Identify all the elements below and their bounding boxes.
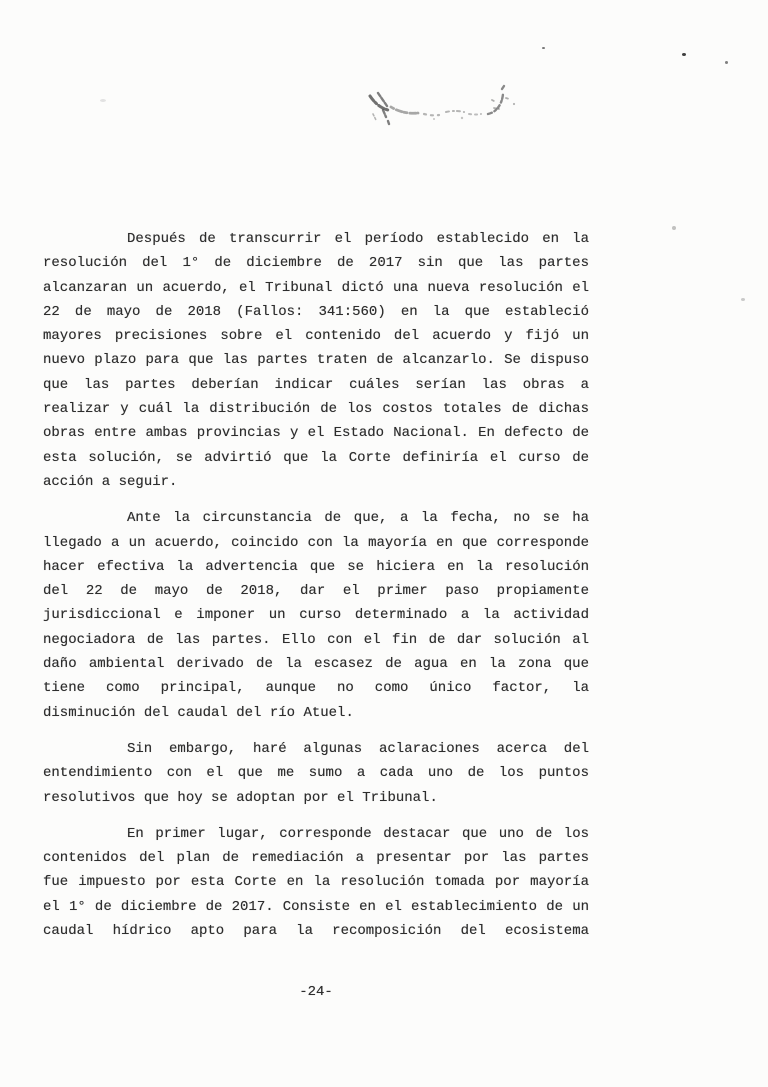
text-line: realizar y cuál la distribución de los costos totales de dichas (43, 401, 589, 418)
text-line: resolutivos que hoy se adoptan por el Tribunal. (43, 789, 438, 806)
paragraph (43, 822, 589, 943)
text-line: mayores precisiones sobre el contenido del acuerdo y fijó un (43, 328, 589, 345)
scan-speck (682, 53, 686, 56)
document-body (43, 227, 589, 955)
ink-smudge-mark (366, 84, 524, 126)
paragraph (43, 227, 589, 494)
text-line: hacer efectiva la advertencia que se hiciera en la resolución (43, 558, 589, 575)
scan-speck (672, 226, 676, 230)
text-line: alcanzaran un acuerdo, el Tribunal dictó una nueva resolución el (43, 279, 589, 296)
text-line: Ante la circunstancia de que, a la fecha, no se ha (127, 510, 589, 527)
text-line: contenidos del plan de remediación a presentar por las partes (43, 850, 589, 867)
text-line: negociadora de las partes. Ello con el fin de dar solución al (43, 631, 589, 648)
text-line: obras entre ambas provincias y el Estado Nacional. En defecto de (43, 425, 589, 442)
text-line: 22 de mayo de 2018 (Fallos: 341:560) en la que estableció (43, 303, 589, 320)
text-line: llegado a un acuerdo, coincido con la mayoría en que corresponde (43, 534, 589, 551)
text-line: que las partes deberían indicar cuáles serían las obras a (43, 376, 589, 393)
text-line: caudal hídrico apto para la recomposición del ecosistema (43, 923, 589, 940)
scan-speck (725, 61, 728, 64)
paragraph (43, 737, 589, 810)
text-line: jurisdiccional e imponer un curso determinado a la actividad (43, 607, 589, 624)
text-line: daño ambiental derivado de la escasez de agua en la zona que (43, 656, 589, 673)
text-line: entendimiento con el que me sumo a cada uno de los puntos (43, 765, 589, 782)
text-line: resolución del 1° de diciembre de 2017 sin que las partes (43, 255, 589, 272)
text-line: esta solución, se advirtió que la Corte definiría el curso de (43, 449, 589, 466)
text-line: acción a seguir. (43, 473, 178, 490)
scan-speck (100, 99, 106, 102)
paragraph (43, 506, 589, 725)
text-line: disminución del caudal del río Atuel. (43, 704, 354, 721)
text-line: tiene como principal, aunque no como único factor, la (43, 680, 589, 697)
page-number: -24- (299, 984, 333, 1000)
text-line: En primer lugar, corresponde destacar que uno de los (127, 825, 589, 842)
text-line: del 22 de mayo de 2018, dar el primer paso propiamente (43, 583, 589, 600)
text-line: Después de transcurrir el período establecido en la (127, 231, 589, 247)
text-line: Sin embargo, haré algunas aclaraciones acerca del (127, 740, 589, 757)
text-line: el 1° de diciembre de 2017. Consiste en el establecimiento de un (43, 898, 589, 915)
scan-speck (542, 47, 545, 49)
scan-speck (741, 298, 745, 301)
text-line: fue impuesto por esta Corte en la resolución tomada por mayoría (43, 874, 589, 891)
text-line: nuevo plazo para que las partes traten de alcanzarlo. Se dispuso (43, 352, 589, 369)
